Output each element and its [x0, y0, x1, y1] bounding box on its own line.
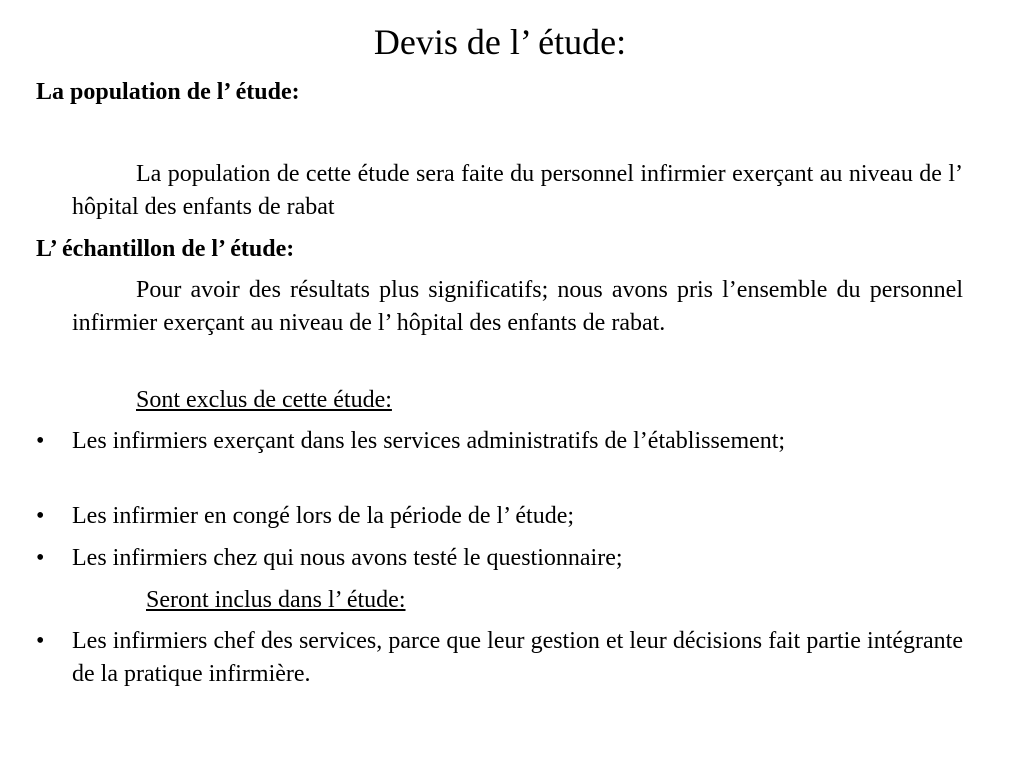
slide-title: Devis de l’ étude:	[373, 22, 627, 62]
bullet-glyph: •	[36, 628, 45, 654]
paragraph-population-text: La population de cette étude sera faite du personnel infirmier exerçant au niveau de l’ hôpital des enfants de rabat	[72, 161, 963, 220]
list-item-excluded-2	[36, 500, 963, 533]
list-item-text: Les infirmiers chef des services, parce que leur gestion et leur décisions fait partie intégrante de la pratique infirmière.	[72, 628, 963, 687]
paragraph-population	[72, 158, 963, 224]
bullet-glyph: •	[36, 503, 45, 529]
heading-echantillon: L’ échantillon de l’ étude:	[36, 236, 295, 262]
list-item-text: Les infirmiers exerçant dans les services administratifs de l’établissement;	[72, 428, 786, 454]
bullet-glyph: •	[36, 428, 45, 454]
list-item-excluded-1	[36, 425, 963, 458]
bullet-glyph: •	[36, 545, 45, 571]
included-heading: Seront inclus dans l’ étude:	[146, 587, 406, 613]
heading-population: La population de l’ étude:	[36, 79, 300, 105]
excluded-heading: Sont exclus de cette étude:	[136, 387, 392, 413]
list-item-text: Les infirmier en congé lors de la période de l’ étude;	[72, 503, 575, 529]
paragraph-echantillon	[72, 274, 963, 340]
list-item-excluded-3	[36, 542, 963, 575]
list-item-text: Les infirmiers chez qui nous avons testé le questionnaire;	[72, 545, 623, 571]
list-item-included-1	[36, 625, 963, 691]
paragraph-echantillon-text: Pour avoir des résultats plus significatifs; nous avons pris l’ensemble du personnel infirmier exerçant au niveau de l’ hôpital des enfants de rabat.	[72, 277, 963, 336]
